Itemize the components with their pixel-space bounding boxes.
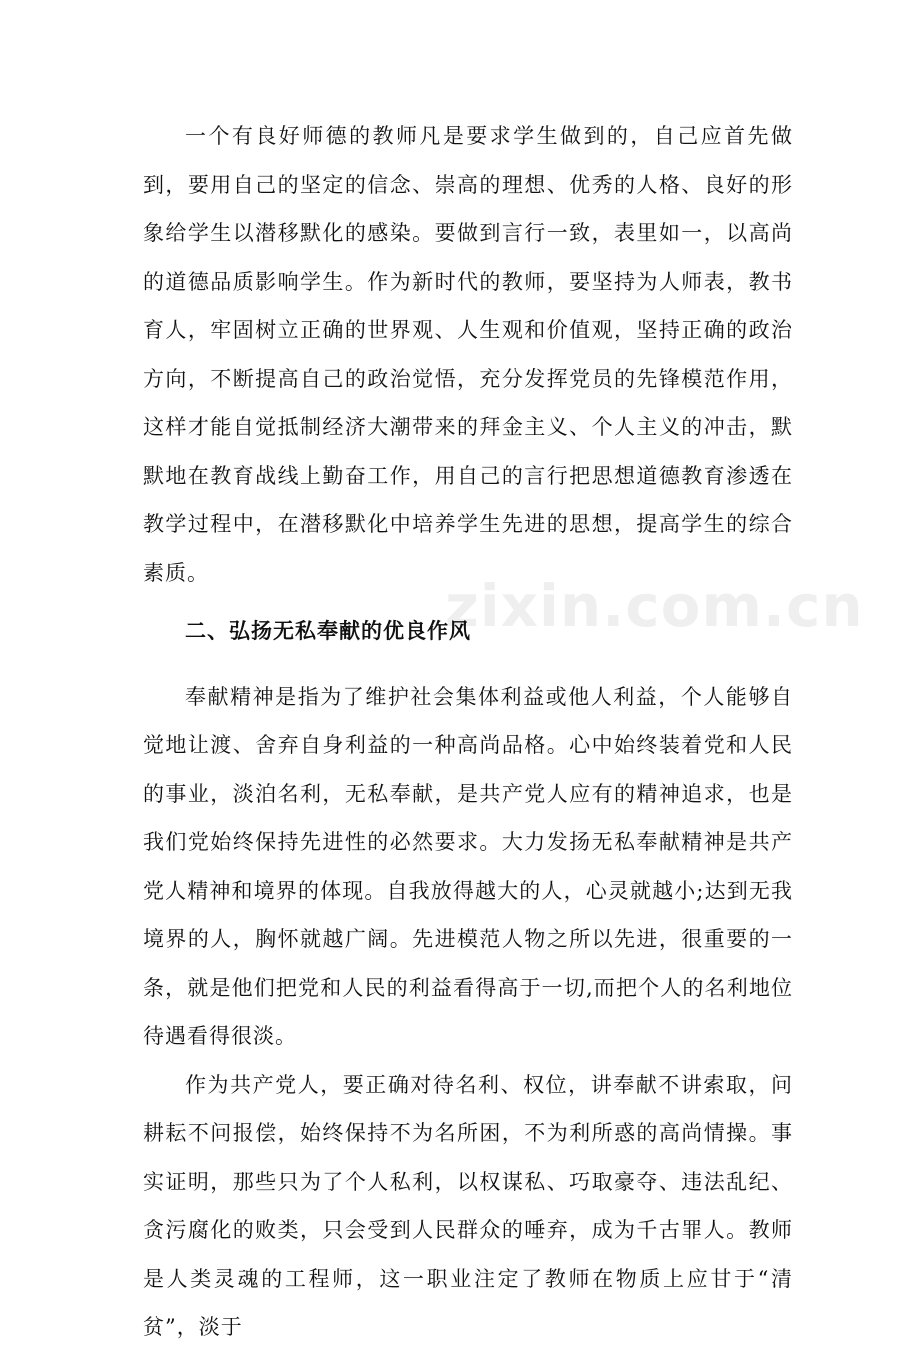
- paragraph-teacher-ethics: 一个有良好师德的教师凡是要求学生做到的，自己应首先做到，要用自己的坚定的信念、崇高的理想、优秀的人格、良好的形象给学生以潜移默化的感染。要做到言行一致，表里如一，以高尚的道德品质影响学生。作为新时代的教师，要坚持为人师表，教书育人，牢固树立正确的世界观、人生观和价值观，坚持正确的政治方向，不断提高自己的政治觉悟，充分发挥党员的先锋模范作用，这样才能自觉抵制经济大潮带来的拜金主义、个人主义的冲击，默默地在教育战线上勤奋工作，用自己的言行把思想道德教育渗透在教学过程中，在潜移默化中培养学生先进的思想，提高学生的综合素质。: [143, 124, 793, 585]
- watermark: zixin.com.cn: [445, 572, 864, 640]
- paragraph-dedication-spirit: 奉献精神是指为了维护社会集体利益或他人利益，个人能够自觉地让渡、舍弃自身利益的一种高尚品格。心中始终装着党和人民的事业，淡泊名利，无私奉献，是共产党人应有的精神追求，也是我们党始终保持先进性的必然要求。大力发扬无私奉献精神是共产党人精神和境界的体现。自我放得越大的人，心灵就越小;达到无我境界的人，胸怀就越广阔。先进模范人物之所以先进，很重要的一条，就是他们把党和人民的利益看得高于一切,而把个人的名利地位待遇看得很淡。: [143, 684, 793, 1048]
- document-body: [143, 112, 864, 1362]
- paragraph-party-member-conduct: 作为共产党人，要正确对待名利、权位，讲奉献不讲索取，问耕耘不问报偿，始终保持不为名所困，不为利所惑的高尚情操。事实证明，那些只为了个人私利，以权谋私、巧取豪夺、违法乱纪、贪污腐化的败类，只会受到人民群众的唾弃，成为千古罪人。教师是人类灵魂的工程师，这一职业注定了教师在物质上应甘于“清贫”，淡于: [143, 1072, 793, 1339]
- section-heading-2: 二、弘扬无私奉献的优良作风: [185, 618, 471, 643]
